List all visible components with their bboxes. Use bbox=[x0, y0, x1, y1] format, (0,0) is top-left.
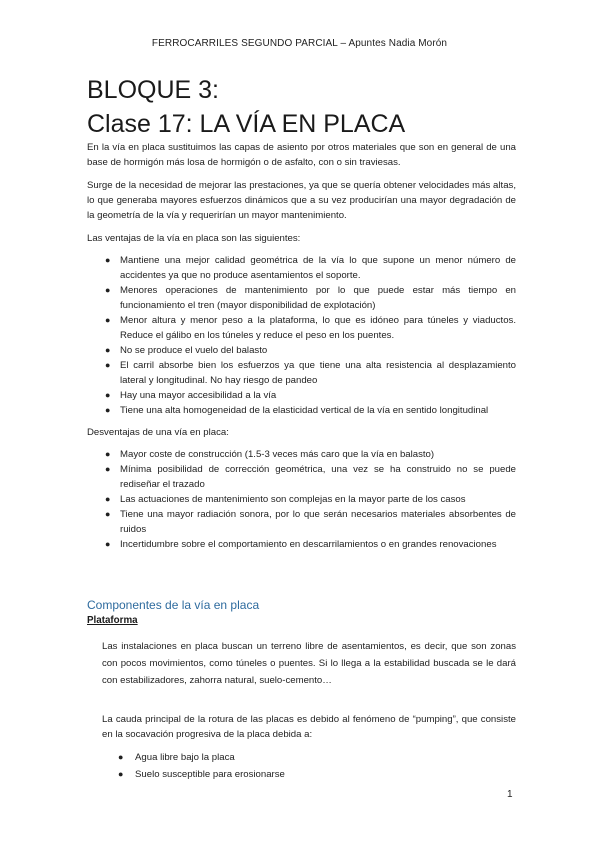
list-item: ● Menor altura y menor peso a la plataforma, lo que es idóneo para túneles y viaductos. Reduce el gálibo en los túneles y reduce el peso en los puentes. bbox=[105, 315, 516, 341]
desventajas-intro: Desventajas de una vía en placa: bbox=[87, 427, 229, 438]
bullet-icon: ● bbox=[105, 509, 111, 519]
bullet-icon: ● bbox=[118, 752, 124, 762]
causas-list bbox=[102, 749, 516, 783]
bullet-icon: ● bbox=[105, 405, 111, 415]
ventajas-intro: Las ventajas de la vía en placa son las siguientes: bbox=[87, 233, 301, 244]
plataforma-paragraph-1: Las instalaciones en placa buscan un terreno libre de asentamientos, es decir, que son zonas con pocos movimientos, como túneles o puentes. Si lo llega a la estabilidad buscada se le dará con estabilizadores, zahorra natural, suelo-cemento… bbox=[102, 641, 516, 686]
list-item: ● Tiene una mayor radiación sonora, por lo que serán necesarios materiales absorbentes de ruidos bbox=[105, 509, 516, 535]
bullet-icon: ● bbox=[118, 769, 124, 779]
plataforma-paragraph-2: La cauda principal de la rotura de las placas es debido al fenómeno de “pumping”, que consiste en la socavación progresiva de la placa debida a: bbox=[102, 714, 516, 740]
list-item: ● El carril absorbe bien los esfuerzos ya que tiene una alta resistencia al desplazamiento lateral y longitudinal. No hay riesgo de pandeo bbox=[105, 360, 516, 386]
list-item: ● No se produce el vuelo del balasto bbox=[105, 345, 268, 356]
list-item: ● Suelo susceptible para erosionarse bbox=[102, 766, 516, 783]
list-item: ● Las actuaciones de mantenimiento son complejas en la mayor parte de los casos bbox=[105, 494, 466, 505]
ventajas-list bbox=[87, 253, 516, 418]
bullet-icon: ● bbox=[105, 494, 111, 504]
bullet-icon: ● bbox=[105, 315, 111, 325]
bullet-icon: ● bbox=[105, 285, 111, 295]
bullet-icon: ● bbox=[105, 449, 111, 459]
list-item: ● Mínima posibilidad de corrección geométrica, una vez se ha construido no se puede rediseñar el trazado bbox=[105, 464, 516, 490]
page-number: 1 bbox=[507, 789, 513, 800]
bullet-icon: ● bbox=[105, 360, 111, 370]
bullet-icon: ● bbox=[105, 390, 111, 400]
intro-paragraph: En la vía en placa sustituimos las capas de asiento por otros materiales que son en general de una base de hormigón más losa de hormigón o de asfalto, con o sin traviesas. bbox=[87, 142, 516, 168]
bullet-icon: ● bbox=[105, 464, 111, 474]
list-item: ● Tiene una alta homogeneidad de la elasticidad vertical de la vía en sentido longitudinal bbox=[105, 405, 489, 416]
class-title: Clase 17: LA VÍA EN PLACA bbox=[87, 110, 406, 138]
motivation-paragraph: Surge de la necesidad de mejorar las prestaciones, ya que se quería obtener velocidades más altas, lo que generaba mayores esfuerzos dinámicos que a su vez producirían una mayor degradación de la geometría de la vía y requerirían un mayor mantenimiento. bbox=[87, 180, 516, 221]
list-item: ● Menores operaciones de mantenimiento por lo que puede estar más tiempo en funcionamiento el tren (mayor disponibilidad de explotación) bbox=[105, 285, 516, 311]
block-title: BLOQUE 3: bbox=[87, 76, 219, 104]
desventajas-list bbox=[87, 447, 516, 552]
page-header: FERROCARRILES SEGUNDO PARCIAL – Apuntes Nadia Morón bbox=[151, 38, 448, 49]
list-item: ● Mayor coste de construcción (1.5-3 veces más caro que la vía en balasto) bbox=[105, 449, 435, 460]
list-item: ● Agua libre bajo la placa bbox=[102, 749, 516, 766]
list-item: ● Incertidumbre sobre el comportamiento en descarrilamientos o en grandes renovaciones bbox=[105, 539, 497, 550]
bullet-icon: ● bbox=[105, 539, 111, 549]
subsection-heading: Plataforma bbox=[87, 615, 138, 626]
section-heading: Componentes de la vía en placa bbox=[87, 598, 260, 612]
bullet-icon: ● bbox=[105, 345, 111, 355]
list-item: ● Hay una mayor accesibilidad a la vía bbox=[105, 390, 277, 401]
list-item: ● Mantiene una mejor calidad geométrica de la vía lo que supone un menor número de accidentes ya que no produce asentamientos el soporte. bbox=[105, 255, 516, 281]
bullet-icon: ● bbox=[105, 255, 111, 265]
